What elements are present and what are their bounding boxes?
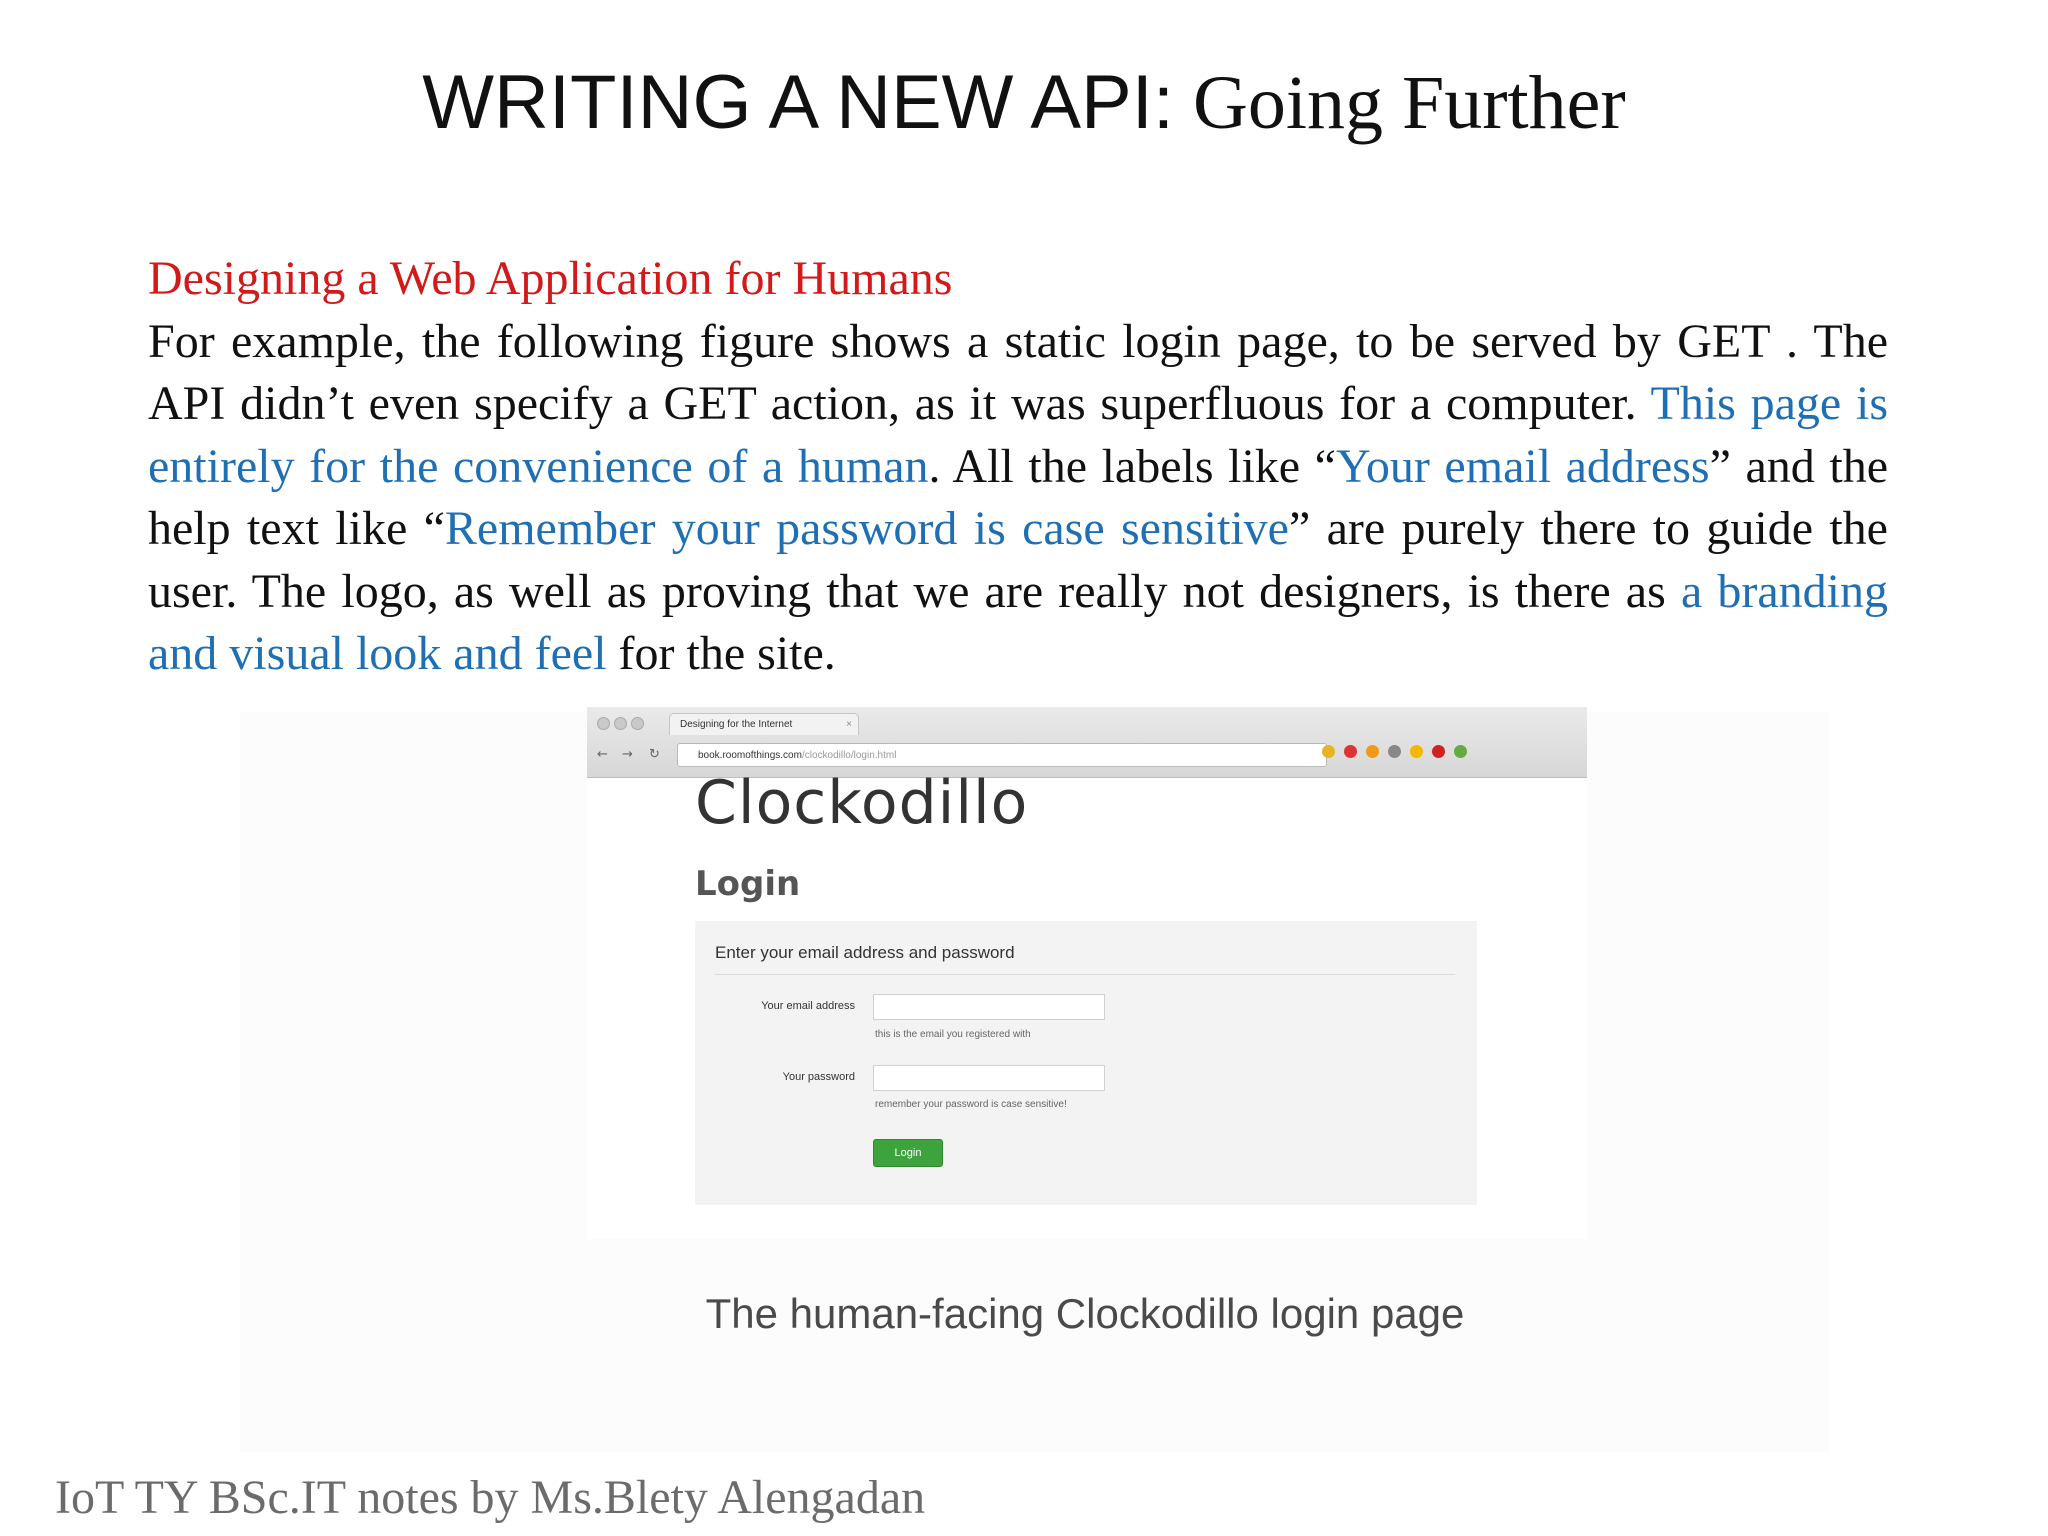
login-heading: Login	[695, 864, 801, 904]
clockodillo-logo: Clockodillo	[695, 768, 1029, 838]
section-heading: Designing a Web Application for Humans	[148, 252, 953, 305]
highlight-text: Your email address	[1336, 439, 1710, 493]
reload-icon: ↻	[649, 747, 660, 762]
close-window-icon	[597, 717, 610, 730]
extension-icon	[1388, 745, 1401, 758]
login-form	[695, 921, 1477, 1205]
extension-icon	[1454, 745, 1467, 758]
figure-caption: The human-facing Clockodillo login page	[705, 1290, 1465, 1337]
url-host: book.roomofthings.com	[698, 750, 802, 761]
extension-icon	[1344, 745, 1357, 758]
paragraph-text: For example, the following figure shows a static login page, to be served by GET . The API didn’t even specify a GET action, as it was superfluous for a computer.	[148, 314, 1888, 430]
form-legend: Enter your email address and password	[715, 943, 1015, 962]
tab-title: Designing for the Internet	[680, 719, 793, 730]
highlight-text: a branding and visual look and feel	[148, 564, 1889, 680]
email-label: Your email address	[761, 1000, 855, 1012]
login-page-screenshot	[587, 707, 1587, 1239]
tab-close-icon: ×	[846, 719, 852, 730]
footer-credit: IoT TY BSc.IT notes by Ms.Blety Alengadan	[55, 1471, 926, 1524]
extension-icon	[1432, 745, 1445, 758]
minimize-window-icon	[614, 717, 627, 730]
highlight-text: This page is entirely for the convenience of a human	[148, 377, 1889, 493]
window-controls	[597, 717, 648, 735]
slide-body	[148, 248, 1888, 686]
highlight-text: Remember your password is case sensitive	[444, 502, 1289, 555]
address-bar	[677, 743, 1327, 767]
slide-title	[0, 60, 2048, 146]
forward-icon: →	[622, 747, 633, 762]
password-label: Your password	[782, 1071, 855, 1083]
extension-icon	[1366, 745, 1379, 758]
email-help-text: this is the email you registered with	[875, 1029, 1031, 1040]
password-help-text: remember your password is case sensitive!	[875, 1099, 1067, 1110]
login-button: Login	[873, 1139, 943, 1167]
url-path: /clockodillo/login.html	[801, 750, 897, 761]
paragraph-text: ” are purely there to guide the user. The logo, as well as proving that we are really not designers, is there as	[148, 502, 1888, 618]
extension-icon	[1410, 745, 1423, 758]
slide-title-main: WRITING A NEW API:	[422, 60, 1174, 145]
back-icon: ←	[597, 747, 608, 762]
paragraph-text: . All the labels like “	[928, 439, 1336, 493]
zoom-window-icon	[631, 717, 644, 730]
extension-icon	[1322, 745, 1335, 758]
extension-icons	[1322, 745, 1476, 763]
password-field	[873, 1065, 1105, 1091]
legend-divider	[715, 974, 1455, 975]
page-content	[587, 768, 1587, 1239]
paragraph-text: ” and the help text like “	[148, 439, 1889, 555]
email-field	[873, 994, 1105, 1020]
paragraph-text: for the site.	[606, 627, 836, 680]
body-paragraph	[148, 311, 1888, 686]
browser-tab	[669, 713, 859, 735]
slide-title-sub: Going Further	[1192, 61, 1626, 145]
